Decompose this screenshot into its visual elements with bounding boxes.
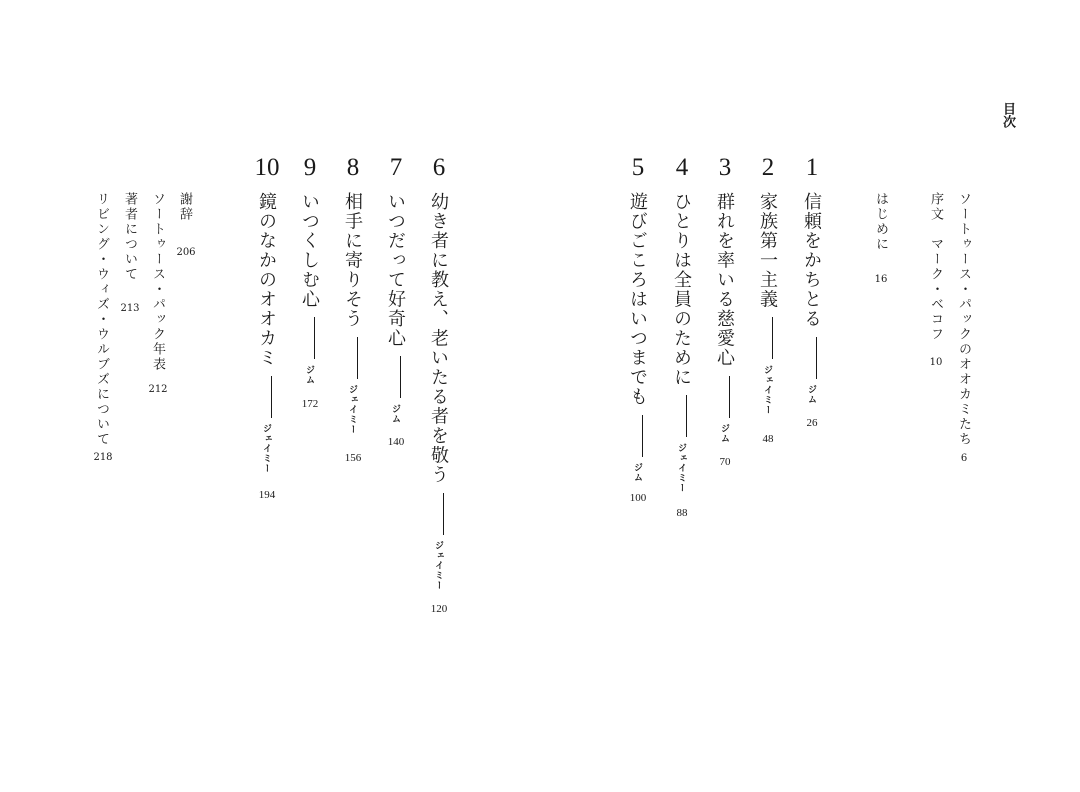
chapter-author: ジム xyxy=(719,423,729,444)
chapter-title: 家族第一主義 xyxy=(757,192,778,309)
back-matter-title: ソートゥース・パック年表 xyxy=(150,192,165,372)
chapter-page: 48 xyxy=(762,433,774,445)
dash-separator xyxy=(686,395,687,437)
dash-separator xyxy=(642,415,643,457)
chapter-author: ジェイミー xyxy=(347,384,357,435)
chapter-page: 100 xyxy=(629,492,647,504)
chapter-number: 4 xyxy=(675,154,689,181)
chapter-author: ジム xyxy=(390,404,400,424)
chapter-page: 26 xyxy=(806,417,818,429)
chapter-page: 172 xyxy=(301,398,319,410)
back-matter-page: 206 xyxy=(176,247,196,258)
chapter-number: 1 xyxy=(805,154,819,181)
chapter-title-line xyxy=(257,192,275,474)
dash-separator xyxy=(314,317,315,359)
chapter-author: ジム xyxy=(304,365,314,385)
chapter-page: 194 xyxy=(258,489,276,501)
front-matter-title: ソートゥース・パックのオオカミたち xyxy=(956,192,971,447)
back-matter-page: 218 xyxy=(93,452,113,463)
dash-separator xyxy=(271,376,272,418)
dash-separator xyxy=(729,376,730,418)
front-matter-page: 16 xyxy=(874,274,888,285)
chapter-page: 88 xyxy=(676,507,688,519)
chapter-title: 信頼をかちとる xyxy=(801,192,822,329)
chapter-number: 3 xyxy=(718,154,732,181)
chapter-number: 9 xyxy=(303,154,317,181)
chapter-title: 遊びごころはいつまでも xyxy=(627,192,648,407)
back-matter-title: 著者について xyxy=(122,192,137,282)
back-matter-page: 213 xyxy=(120,303,140,314)
front-matter-page: 6 xyxy=(960,453,968,464)
chapter-title: 幼き者に教え、老いたる者を敬う xyxy=(428,192,449,485)
chapter-author: ジェイミー xyxy=(762,365,772,415)
chapter-number: 5 xyxy=(631,154,645,181)
dash-separator xyxy=(443,493,444,535)
dash-separator xyxy=(357,337,358,379)
chapter-title-line xyxy=(343,192,361,435)
chapter-number: 8 xyxy=(346,154,360,181)
back-matter-title: 謝辞 xyxy=(177,192,192,222)
chapter-title: いつだって好奇心 xyxy=(385,192,406,348)
chapter-author: ジェイミー xyxy=(433,540,443,591)
chapter-title-line xyxy=(429,192,447,591)
chapter-title: 群れを率いる慈愛心 xyxy=(714,192,735,368)
chapter-title: 相手に寄りそう xyxy=(342,192,363,329)
chapter-title-line xyxy=(802,192,820,405)
page-title: 目次 xyxy=(1000,102,1015,128)
dash-separator xyxy=(400,356,401,398)
chapter-title-line xyxy=(386,192,404,424)
chapter-author: ジム xyxy=(806,384,816,405)
chapter-title-line xyxy=(672,192,690,493)
chapter-title: 鏡のなかのオオカミ xyxy=(256,192,277,368)
chapter-page: 70 xyxy=(719,456,731,468)
front-matter-title: 序文 マーク・ベコフ xyxy=(928,192,943,342)
chapter-number: 10 xyxy=(254,154,280,181)
chapter-title-line xyxy=(300,192,318,385)
chapter-number: 7 xyxy=(389,154,403,181)
chapter-author: ジェイミー xyxy=(261,423,271,474)
chapter-title-line xyxy=(715,192,733,444)
chapter-title-line xyxy=(758,192,776,415)
chapter-title-line xyxy=(628,192,646,483)
chapter-page: 156 xyxy=(344,452,362,464)
chapter-author: ジム xyxy=(632,462,642,483)
back-matter-page: 212 xyxy=(148,384,168,395)
chapter-number: 6 xyxy=(432,154,446,181)
dash-separator xyxy=(816,337,817,379)
front-matter-title: はじめに xyxy=(873,192,888,252)
chapter-title: いつくしむ心 xyxy=(299,192,320,309)
chapter-author: ジェイミー xyxy=(676,443,686,493)
front-matter-page: 10 xyxy=(929,357,943,368)
chapter-page: 140 xyxy=(387,436,405,448)
chapter-title: ひとりは全員のために xyxy=(671,192,692,387)
chapter-page: 120 xyxy=(430,603,448,615)
back-matter-title: リビング・ウィズ・ウルブズについて xyxy=(94,192,109,447)
chapter-number: 2 xyxy=(761,154,775,181)
dash-separator xyxy=(772,317,773,359)
